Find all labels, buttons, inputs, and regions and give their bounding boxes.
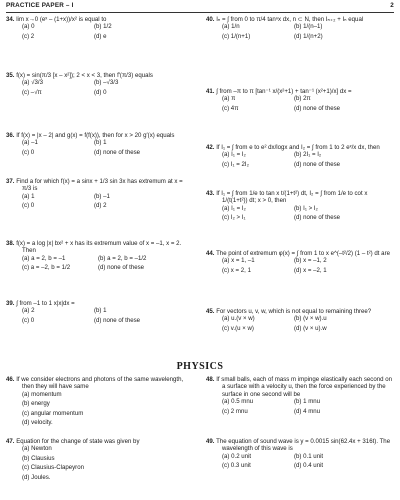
question-number: 38. bbox=[6, 240, 15, 247]
question-37 bbox=[6, 178, 192, 210]
question-number: 36. bbox=[6, 132, 15, 139]
question-42 bbox=[206, 144, 392, 168]
question-49 bbox=[206, 438, 392, 470]
option-d: (d) e bbox=[94, 32, 107, 40]
option-d: (d) x = –2, 1 bbox=[294, 266, 327, 274]
option-d: (d) none of these bbox=[94, 316, 141, 324]
question-stem: Find a for which f(x) = a sinx + 1/3 sin 3x has extremum at x = π/3 is bbox=[16, 178, 183, 193]
paper-title: PRACTICE PAPER – I bbox=[6, 2, 74, 9]
question-stem: Iₙ = ∫ from 0 to π/4 tanⁿx dx, n ⊂ N, then Iₙ₊₂ + Iₙ equal bbox=[216, 16, 364, 23]
question-41 bbox=[206, 88, 392, 112]
option-b: (b) 0.1 unit bbox=[294, 452, 324, 460]
question-number: 39. bbox=[6, 300, 15, 307]
option-a: (a) 0.5 mnu bbox=[222, 398, 254, 406]
question-45 bbox=[206, 308, 392, 332]
question-number: 34. bbox=[6, 16, 15, 23]
option-b: (b) energy bbox=[22, 400, 50, 408]
option-c: (c) Clausius-Clapeyron bbox=[22, 464, 84, 472]
question-number: 48. bbox=[206, 376, 215, 383]
option-a: (a) π bbox=[222, 95, 236, 103]
option-a: (a) I₁ = I₂ bbox=[222, 204, 246, 212]
option-b: (b) 2π bbox=[294, 95, 311, 103]
question-stem: f(x) = a log |x| bx² + x has its extremum value of x = –1, x = 2. Then bbox=[16, 240, 182, 255]
option-b: (b) x = –1, 2 bbox=[294, 257, 327, 265]
option-c: (c) 4π bbox=[222, 104, 239, 112]
option-a: (a) momentum bbox=[22, 390, 62, 398]
option-b: (b) 2I₁ = I₂ bbox=[294, 151, 322, 159]
question-stem: ∫ from –π to π [tan⁻¹ x/(x²+1) + tan⁻¹ (x²+1)/x] dx = bbox=[216, 88, 352, 95]
option-c: (c) 0 bbox=[22, 148, 35, 156]
question-44 bbox=[206, 250, 392, 274]
question-38 bbox=[6, 240, 192, 272]
option-b: (b) 1 bbox=[94, 307, 107, 315]
question-stem: For vectors u, v, w, which is not equal to remaining three? bbox=[216, 308, 372, 315]
question-number: 46. bbox=[6, 376, 15, 383]
option-c: (c) I₂ > I₁ bbox=[222, 214, 246, 222]
question-stem: Equation for the change of state was given by bbox=[16, 438, 140, 445]
question-stem: ∫ from –1 to 1 x|x|dx = bbox=[16, 300, 75, 307]
option-d: (d) 1/(n+2) bbox=[294, 32, 323, 40]
page-header bbox=[6, 2, 394, 12]
question-number: 43. bbox=[206, 190, 215, 197]
option-a: (a) I₁ = I₂ bbox=[222, 151, 246, 159]
option-b: (b) 1 bbox=[94, 139, 107, 147]
option-b: (b) –√3/3 bbox=[94, 79, 119, 87]
option-b: (b) –1 bbox=[94, 192, 110, 200]
option-d: (d) none of these bbox=[294, 214, 341, 222]
section-heading-physics: PHYSICS bbox=[176, 361, 224, 372]
question-number: 49. bbox=[206, 438, 215, 445]
option-d: (d) none of these bbox=[94, 148, 141, 156]
option-a: (a) u.(v × w) bbox=[222, 315, 255, 323]
option-c: (c) angular momentum bbox=[22, 409, 84, 417]
option-c: (c) v.(u × w) bbox=[222, 324, 254, 332]
option-a: (a) 0 bbox=[22, 23, 35, 31]
question-number: 41. bbox=[206, 88, 215, 95]
question-number: 35. bbox=[6, 72, 15, 79]
option-d: (d) none of these bbox=[294, 104, 341, 112]
question-number: 37. bbox=[6, 178, 15, 185]
option-c: (c) 1/(n+1) bbox=[222, 32, 251, 40]
option-a: (a) 2 bbox=[22, 307, 35, 315]
question-number: 44. bbox=[206, 250, 215, 257]
option-c: (c) 2 mnu bbox=[222, 407, 248, 415]
option-a: (a) –1 bbox=[22, 139, 38, 147]
question-stem: If I₁ = ∫ from 1/e to tan x t/(1+t²) dt, I₂ = ∫ from 1/e to cot x 1/(t(1+t²)) dt; x > 0, then bbox=[216, 190, 368, 205]
option-a: (a) Newton bbox=[22, 445, 52, 453]
question-39 bbox=[6, 300, 192, 324]
option-b: (b) 1/(n–1) bbox=[294, 23, 323, 31]
option-a: (a) √3/3 bbox=[22, 79, 43, 87]
question-stem: If f(x) = |x – 2| and g(x) = f(f(x)), then for x > 20 g′(x) equals bbox=[16, 132, 175, 139]
option-b: (b) a = 2, b = –1/2 bbox=[98, 254, 147, 262]
header-rule bbox=[6, 12, 394, 13]
question-stem: If small balls, each of mass m impinge elastically each second on a surface with a velocity u, then the force experienced by the surface in one second will be bbox=[216, 376, 392, 398]
option-b: (b) 1 mnu bbox=[294, 398, 321, 406]
question-stem: f(x) = sin(π/3 [x – x²]); 2 < x < 3, then f′(π/3) equals bbox=[16, 72, 153, 79]
question-number: 47. bbox=[6, 438, 15, 445]
option-c: (c) 2 bbox=[22, 32, 35, 40]
option-a: (a) 0.2 unit bbox=[222, 452, 252, 460]
option-c: (c) –√π bbox=[22, 88, 42, 96]
question-48 bbox=[206, 376, 392, 415]
option-d: (d) none of these bbox=[294, 160, 341, 168]
question-number: 42. bbox=[206, 144, 215, 151]
option-d: (d) 0.4 unit bbox=[294, 462, 324, 470]
option-b: (b) 1/2 bbox=[94, 23, 112, 31]
question-stem: The point of extremum φ(x) = ∫ from 1 to x e^(–t²/2) (1 – t²) dt are bbox=[216, 250, 390, 257]
option-d: (d) none of these bbox=[98, 264, 145, 272]
option-b: (b) (v × w).u bbox=[294, 315, 327, 323]
option-c: (c) 0 bbox=[22, 202, 35, 210]
option-a: (a) x = 1, –1 bbox=[222, 257, 255, 265]
question-47 bbox=[6, 438, 192, 481]
question-43 bbox=[206, 190, 392, 222]
question-stem: lim x→0 (eˣ – (1+x))/x² is equal to bbox=[16, 16, 107, 23]
option-c: (c) a = –2, b = 1/2 bbox=[22, 264, 71, 272]
question-35 bbox=[6, 72, 192, 96]
question-36 bbox=[6, 132, 192, 156]
option-c: (c) 0 bbox=[22, 316, 35, 324]
question-stem: If I₁ = ∫ from e to e² dx/logx and I₂ = ∫ from 1 to 2 eˣ/x dx, then bbox=[216, 144, 380, 151]
question-34 bbox=[6, 16, 192, 40]
option-b: (b) Clausius bbox=[22, 454, 55, 462]
option-c: (c) I₁ = 2I₂ bbox=[222, 160, 249, 168]
option-b: (b) I₁ > I₂ bbox=[294, 204, 318, 212]
question-46 bbox=[6, 376, 192, 427]
option-d: (d) 2 bbox=[94, 202, 107, 210]
question-stem: The equation of sound wave is y = 0.0015 sin(62.4x + 316t). The wavelength of this wave is bbox=[216, 438, 391, 453]
option-d: (d) 4 mnu bbox=[294, 407, 321, 415]
question-number: 45. bbox=[206, 308, 215, 315]
option-a: (a) 1 bbox=[22, 192, 35, 200]
option-d: (d) velocity. bbox=[22, 419, 53, 427]
option-c: (c) x = 2, 1 bbox=[222, 266, 251, 274]
page-number: 2 bbox=[390, 2, 394, 9]
option-a: (a) a = 2, b = –1 bbox=[22, 254, 66, 262]
question-stem: If we consider electrons and photons of the same wavelength, then they will have same bbox=[16, 376, 184, 391]
question-40 bbox=[206, 16, 392, 40]
option-c: (c) 0.3 unit bbox=[222, 462, 251, 470]
option-d: (d) 0 bbox=[94, 88, 107, 96]
option-d: (d) (v × u).w bbox=[294, 324, 327, 332]
question-number: 40. bbox=[206, 16, 215, 23]
option-a: (a) 1/n bbox=[222, 23, 240, 31]
option-d: (d) Joules. bbox=[22, 473, 51, 481]
